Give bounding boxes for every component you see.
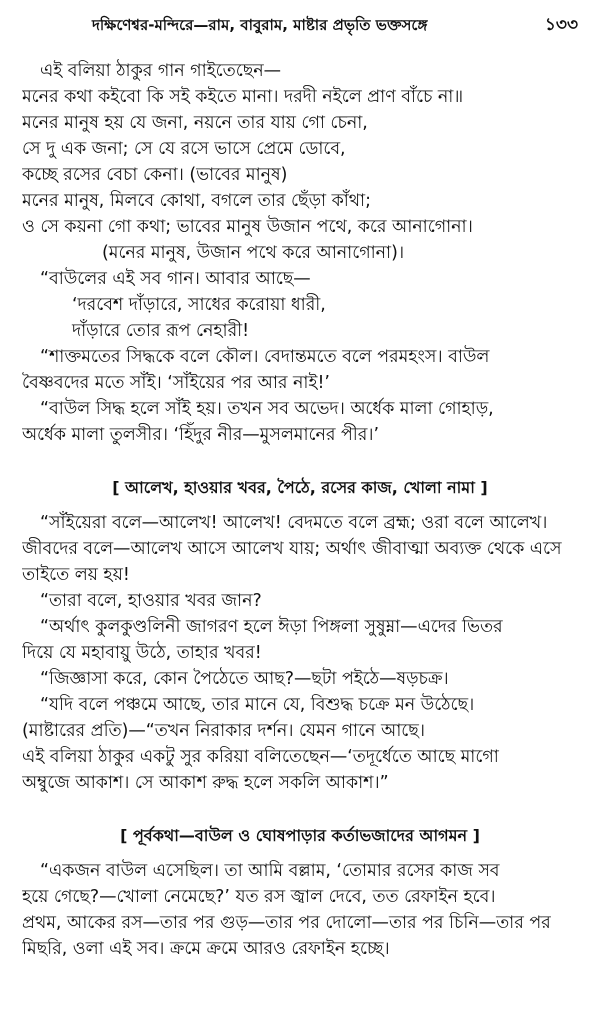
- text-line: “শাক্তমতের সিদ্ধকে বলে কৌল। বেদান্তমতে বলে পরমহংস। বাউল: [40, 347, 490, 367]
- text-line: মনের মানুষ হয় যে জনা, নয়নে তার যায় গো চেনা,: [22, 113, 368, 133]
- text-line: “তারা বলে, হাওয়ার খবর জান?: [40, 591, 262, 611]
- text-line: এই বলিয়া ঠাকুর গান গাইতেছেন—: [40, 61, 281, 81]
- text-line: (মাষ্টারের প্রতি)—“তখন নিরাকার দর্শন। যেমন গানে আছে।: [22, 721, 425, 741]
- text-line: “বাউল সিদ্ধ হলে সাঁই হয়। তখন সব অভেদ। অর্ধেক মালা গোহাড়,: [40, 399, 494, 419]
- text-line: তাইতে লয় হয়!: [22, 565, 130, 585]
- text-line: কচ্ছে রসের বেচা কেনা। (ভাবের মানুষ): [22, 165, 288, 185]
- text-line: ও সে কয়না গো কথা; ভাবের মানুষ উজান পথে, করে আনাগোনা।: [22, 217, 473, 237]
- section-heading: [ পূর্বকথা—বাউল ও ঘোষপাড়ার কর্তাভজাদের আগমন ]: [120, 826, 480, 845]
- text-line: প্রথম, আকের রস—তার পর গুড়—তার পর দোলো—তার পর চিনি—তার পর: [22, 913, 551, 933]
- text-line: এই বলিয়া ঠাকুর একটু সুর করিয়া বলিতেছেন—‘তদূর্ধেতে আছে মাগো: [22, 747, 499, 767]
- section-baul: [22, 858, 578, 962]
- text-line: দাঁড়ারে তোর রূপ নেহারী!: [72, 321, 250, 341]
- text-line: দিয়ে যে মহাবায়ু উঠে, তাহার খবর!: [22, 643, 262, 663]
- text-line: “অর্থাৎ কুলকুণ্ডলিনী জাগরণ হলে ঈড়া পিঙ্গলা সুষুম্না—এদের ভিতর: [40, 617, 503, 637]
- text-line: ‘দরবেশ দাঁড়ারে, সাধের করোয়া ধারী,: [72, 295, 326, 315]
- text-line: “একজন বাউল এসেছিল। তা আমি বল্লাম, ‘তোমার রসের কাজ সব: [40, 861, 500, 881]
- section-song: [22, 58, 578, 448]
- text-line: মনের কথা কইবো কি সই কইতে মানা। দরদী নইলে প্রাণ বাঁচে না॥: [22, 87, 464, 107]
- text-line: মিছরি, ওলা এই সব। ক্রমে ক্রমে আরও রেফাইন হচ্ছে।: [22, 939, 390, 959]
- page-header: [92, 8, 578, 42]
- text-line: (মনের মানুষ, উজান পথে করে আনাগোনা)।: [102, 243, 405, 263]
- section-heading: [ আলেখ, হাওয়ার খবর, পৈঠে, রসের কাজ, খোলা নামা ]: [112, 478, 488, 497]
- text-line: “বাউলের এই সব গান। আবার আছে—: [40, 269, 311, 289]
- text-line: “যদি বলে পঞ্চমে আছে, তার মানে যে, বিশুদ্ধ চক্রে মন উঠেছে।: [40, 695, 475, 715]
- section-alekh: [22, 510, 578, 796]
- text-line: “সাঁইয়েরা বলে—আলেখ! আলেখ! বেদমতে বলে ব্রহ্ম; ওরা বলে আলেখ।: [40, 513, 548, 533]
- text-line: বৈষ্ণবদের মতে সাঁই। ‘সাঁইয়ের পর আর নাই!’: [22, 373, 330, 393]
- running-title: দক্ষিণেশ্বর-মন্দিরে—রাম, বাবুরাম, মাষ্টার প্রভৃতি ভক্তসঙ্গে: [92, 16, 428, 34]
- text-line: হয়ে গেছে?—খোলা নেমেছে?’ যত রস জ্বাল দেবে, তত রেফাইন হবে।: [22, 887, 496, 907]
- text-line: “জিজ্ঞাসা করে, কোন পৈঠেতে আছ?—ছটা পইঠে—ষড়চক্র।: [40, 669, 449, 689]
- text-line: জীবদের বলে—আলেখ আসে আলেখ যায়; অর্থাৎ জীবাত্মা অব্যক্ত থেকে এসে: [22, 539, 562, 559]
- text-line: সে দু এক জনা; সে যে রসে ভাসে প্রেমে ডোবে,: [22, 139, 346, 159]
- page-number: ১৩৩: [544, 15, 578, 35]
- text-line: অর্ধেক মালা তুলসীর। ‘হিঁদুর নীর—মুসলমানের পীর।’: [22, 425, 380, 445]
- text-line: মনের মানুষ, মিলবে কোথা, বগলে তার ছেঁড়া কাঁথা;: [22, 191, 371, 211]
- text-line: অম্বুজে আকাশ। সে আকাশ রুদ্ধ হলে সকলি আকাশ।”: [22, 773, 389, 793]
